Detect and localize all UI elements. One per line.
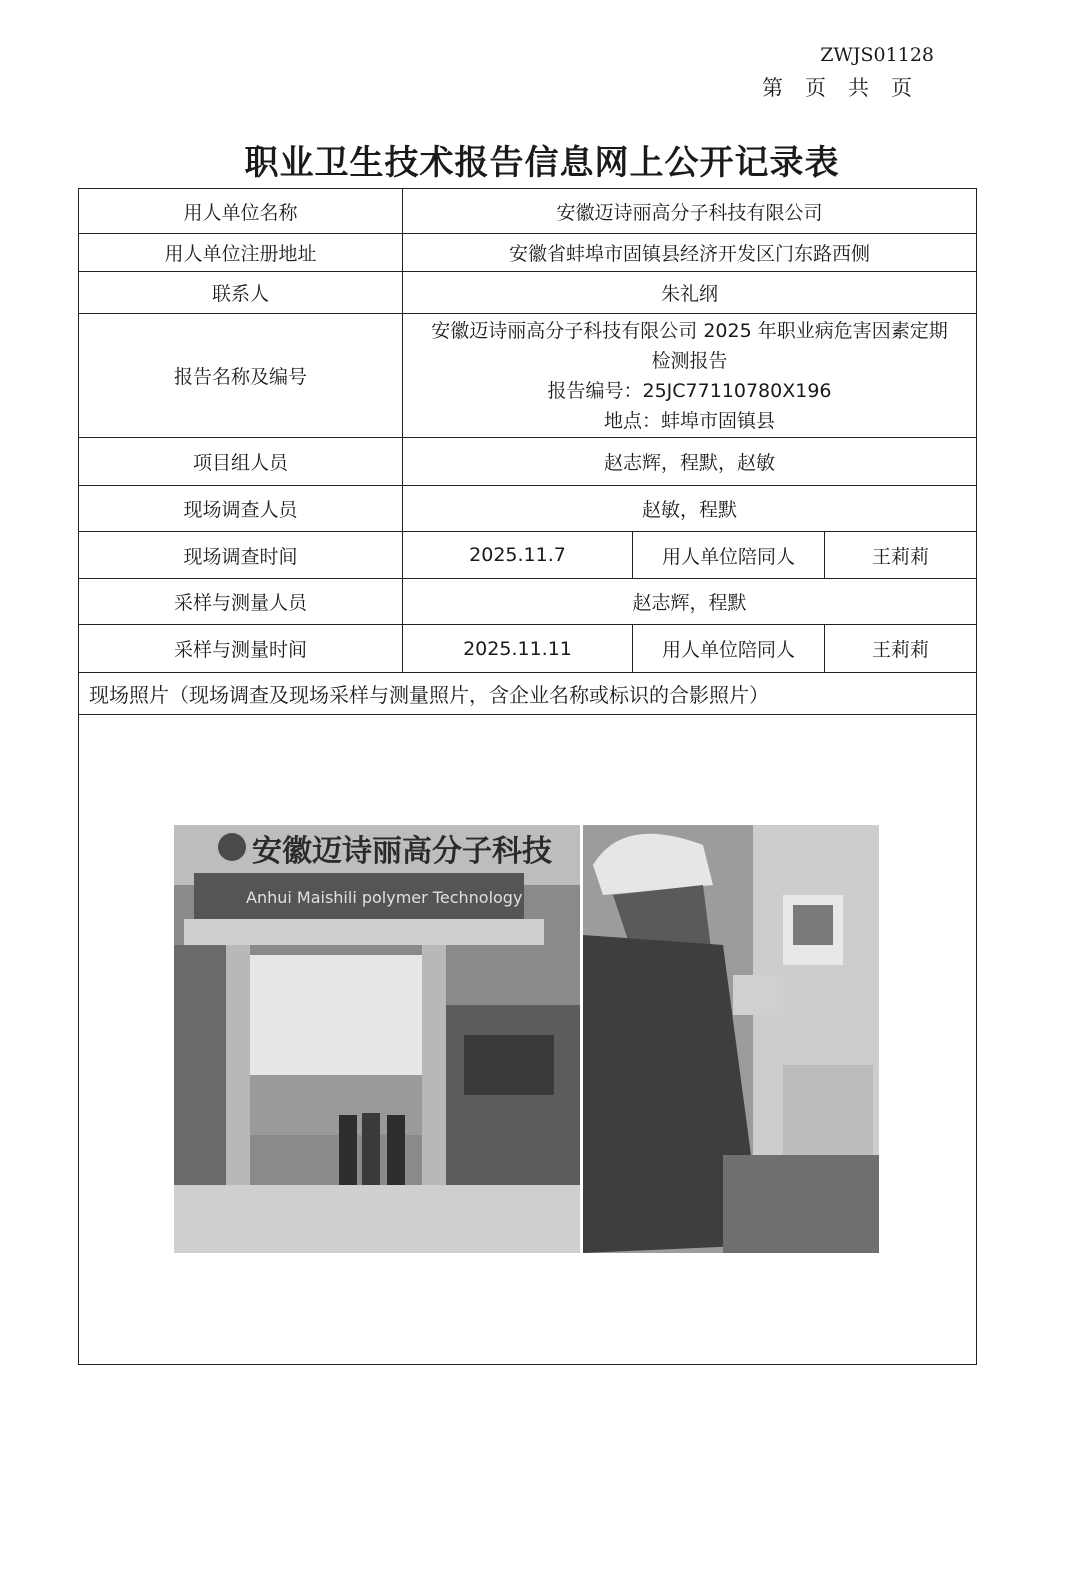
- gate-sign-cn: 安徽迈诗丽高分子科技: [252, 834, 552, 869]
- survey-companion-label: 用人单位陪同人: [633, 532, 825, 579]
- report-location: 地点：蚌埠市固镇县: [604, 409, 776, 432]
- row-contact: [79, 272, 977, 314]
- employer-name-label: 用人单位名称: [79, 189, 403, 234]
- gate-sign-en: Anhui Maishili polymer Technology: [246, 888, 523, 907]
- report-value: [403, 314, 977, 438]
- row-report: [79, 314, 977, 438]
- row-project-team: [79, 438, 977, 486]
- report-number: 报告编号：25JC77110780X196: [547, 379, 832, 402]
- survey-staff-value: 赵敏，程默: [403, 486, 977, 532]
- employer-address-label: 用人单位注册地址: [79, 234, 403, 272]
- survey-time-label: 现场调查时间: [79, 532, 403, 579]
- sampling-date: 2025.11.11: [403, 625, 633, 673]
- contact-label: 联系人: [79, 272, 403, 314]
- document-code: ZWJS01128: [820, 44, 934, 66]
- row-employer-address: [79, 234, 977, 272]
- contact-value: 朱礼纲: [403, 272, 977, 314]
- project-team-value: 赵志辉，程默，赵敏: [403, 438, 977, 486]
- row-survey-time: [79, 532, 977, 579]
- report-title-line1: 安徽迈诗丽高分子科技有限公司 2025 年职业病危害因素定期: [431, 319, 948, 342]
- row-survey-staff: [79, 486, 977, 532]
- page-number-line: 第页共页: [762, 76, 934, 100]
- report-title-line2: 检测报告: [651, 349, 728, 372]
- survey-staff-label: 现场调查人员: [79, 486, 403, 532]
- employer-address-value: 安徽省蚌埠市固镇县经济开发区门东路西侧: [403, 234, 977, 272]
- page-title: 职业卫生技术报告信息网上公开记录表: [244, 143, 840, 183]
- survey-date: 2025.11.7: [403, 532, 633, 579]
- photos-header: 现场照片（现场调查及现场采样与测量照片，含企业名称或标识的合影照片）: [79, 673, 977, 715]
- row-sampling-time: [79, 625, 977, 673]
- project-team-label: 项目组人员: [79, 438, 403, 486]
- row-photos-header: [79, 673, 977, 715]
- row-employer-name: [79, 189, 977, 234]
- survey-companion: 王莉莉: [825, 532, 977, 579]
- sampling-time-label: 采样与测量时间: [79, 625, 403, 673]
- sampling-staff-label: 采样与测量人员: [79, 579, 403, 625]
- photos-cell: [79, 715, 977, 1365]
- row-sampling-staff: [79, 579, 977, 625]
- sampling-staff-value: 赵志辉，程默: [403, 579, 977, 625]
- record-table: [78, 188, 977, 1365]
- company-gate-photo: [174, 825, 580, 1253]
- employer-name-value: 安徽迈诗丽高分子科技有限公司: [403, 189, 977, 234]
- report-label: 报告名称及编号: [79, 314, 403, 438]
- row-photos: [79, 715, 977, 1365]
- workplace-sampling-photo: [583, 825, 879, 1253]
- sampling-companion: 王莉莉: [825, 625, 977, 673]
- sampling-companion-label: 用人单位陪同人: [633, 625, 825, 673]
